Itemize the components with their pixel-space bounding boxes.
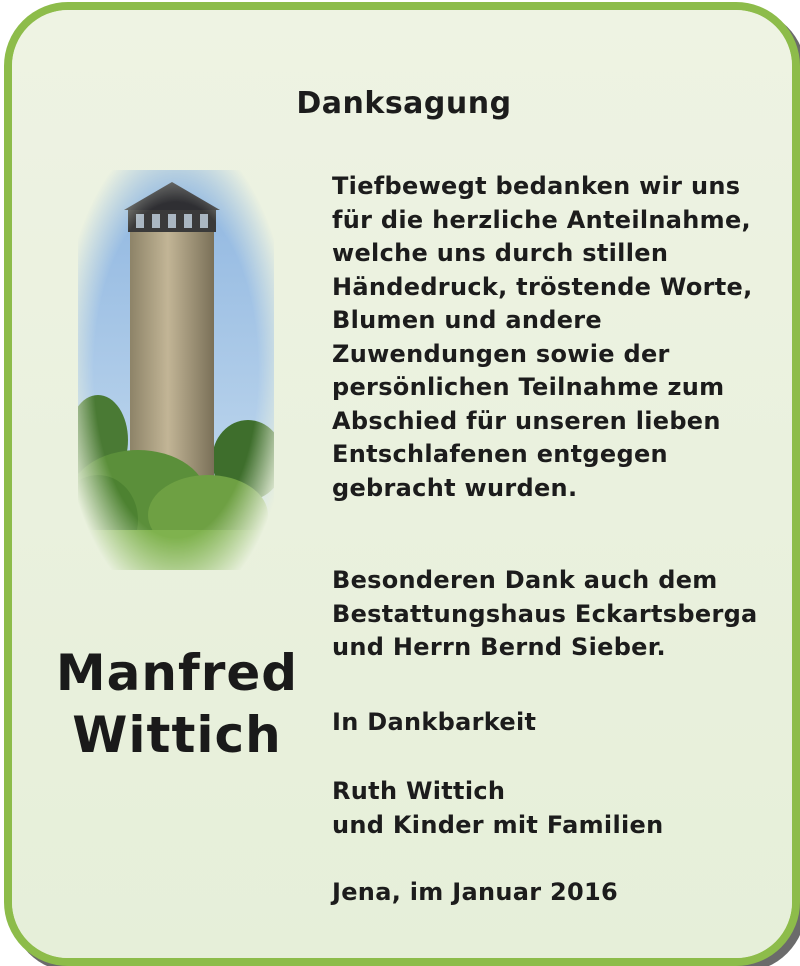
place-date	[332, 876, 618, 910]
signature-line: und Kinder mit Familien	[332, 810, 664, 839]
thanks-line: Händedruck, tröstende Worte,	[332, 272, 753, 301]
thanks-line: Abschied für unseren lieben	[332, 406, 721, 435]
tower-photo	[78, 170, 274, 570]
thanks-line: Blumen und andere	[332, 306, 602, 334]
thanks-line: für die herzliche Anteilnahme,	[332, 205, 751, 234]
thanks-line: persönlichen Teilnahme zum	[332, 373, 725, 401]
special-thanks-line: Bestattungshaus Eckartsberga	[332, 599, 758, 628]
special-thanks-line: Besonderen Dank auch dem	[332, 566, 718, 594]
obituary-card	[4, 2, 800, 966]
thanks-line: gebracht wurden.	[332, 473, 578, 502]
thanks-line: Zuwendungen sowie der	[332, 339, 670, 368]
thanks-paragraph	[332, 170, 753, 505]
closing-text: In Dankbarkeit	[332, 708, 537, 736]
deceased-first-name: Manfred	[55, 644, 299, 702]
signature-block	[332, 775, 663, 842]
deceased-last-name: Wittich	[72, 706, 282, 764]
thanks-line: welche uns durch stillen	[332, 239, 669, 267]
special-thanks-paragraph	[332, 564, 758, 665]
thanks-line: Entschlafenen entgegen	[332, 440, 668, 468]
signature-line: Ruth Wittich	[332, 777, 506, 805]
card-heading: Danksagung	[296, 86, 512, 121]
deceased-name	[52, 642, 302, 766]
thanks-line: Tiefbewegt bedanken wir uns	[332, 172, 741, 200]
special-thanks-line: und Herrn Bernd Sieber.	[332, 633, 666, 661]
place-date-text: Jena, im Januar 2016	[332, 878, 619, 906]
closing-line	[332, 706, 536, 740]
